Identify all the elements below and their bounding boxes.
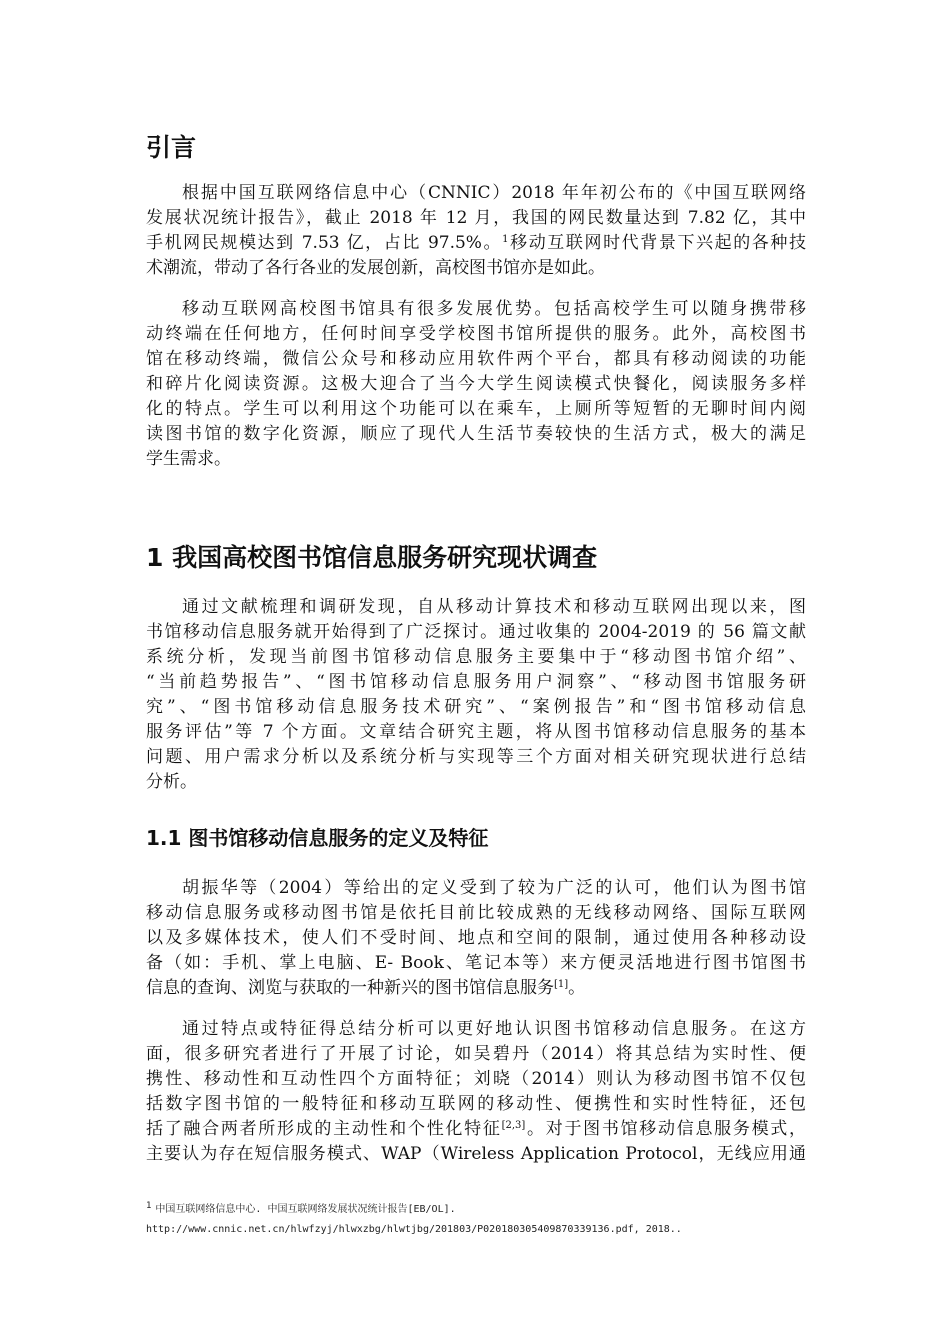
intro-paragraph-2 [146,297,806,472]
text-line: 通过特点或特征得总结分析可以更好地认识图书馆移动信息服务。在这方 [182,1019,806,1039]
text-line: 读图书馆的数字化资源，顺应了现代人生活节奏较快的生活方式，极大的满足 [146,424,806,444]
text-run: 信息的查询、浏览与获取的一种新兴的图书馆信息服务 [146,978,554,998]
text-line: 术潮流，带动了各行各业的发展创新，高校图书馆亦是如此。 [146,258,605,278]
text-line: 书馆移动信息服务就开始得到了广泛探讨。通过收集的 2004-2019 的 56 篇文献 [146,622,806,642]
text-line: 以及多媒体技术，使人们不受时间、地点和空间的限制，通过使用各种移动设 [146,928,806,948]
text-line: 馆在移动终端，微信公众号和移动应用软件两个平台，都具有移动阅读的功能 [146,349,806,369]
text-line: 和碎片化阅读资源。这极大迎合了当今大学生阅读模式快餐化，阅读服务多样 [146,374,806,394]
footnote-mark: 1 [146,1201,152,1211]
text-line: 问题、用户需求分析以及系统分析与实现等三个方面对相关研究现状进行总结 [146,747,806,767]
section-1-paragraph-1 [146,595,806,795]
text-line: 动终端在任何地方，任何时间享受学校图书馆所提供的服务。此外，高校图书 [146,324,806,344]
text-line: 主要认为存在短信服务模式、WAP（Wireless Application Protocol，无线应用通 [146,1144,806,1164]
text-run: 括了融合两者所形成的主动性和个性化特征 [146,1119,502,1139]
footnote-text: 中国互联网络信息中心. 中国互联网络发展状况统计报告[EB/OL]. [155,1204,456,1215]
text-run: 。 [568,978,586,998]
text-line: “当前趋势报告”、“图书馆移动信息服务用户洞察”、“移动图书馆服务研 [146,672,806,692]
text-line: 通过文献梳理和调研发现，自从移动计算技术和移动互联网出现以来，图 [182,597,806,617]
text-line: 移动互联网高校图书馆具有很多发展优势。包括高校学生可以随身携带移 [182,299,806,319]
footnote [146,1196,806,1240]
text-line: 分析。 [146,772,197,792]
text-line: 移动信息服务或移动图书馆是依托目前比较成熟的无线移动网络、国际互联网 [146,903,806,923]
text-line: 究”、“图书馆移动信息服务技术研究”、“案例报告”和“图书馆移动信息 [146,697,806,717]
text-run: 手机网民规模达到 7.53 亿，占比 97.5%。 [146,233,503,253]
text-line: 发展状况统计报告》，截止 2018 年 12 月，我国的网民数量达到 7.82 亿，其中 [146,208,806,228]
text-line: 服务评估”等 7 个方面。文章结合研究主题，将从图书馆移动信息服务的基本 [146,722,806,742]
text-line: 根据中国互联网络信息中心（CNNIC）2018 年年初公布的《中国互联网络 [182,183,806,203]
text-line: 括数字图书馆的一般特征和移动互联网的移动性、便携性和实时性特征，还包 [146,1094,806,1114]
intro-paragraph-1 [146,181,806,281]
section-1-1-paragraph-1 [146,876,806,1001]
text-line: 胡振华等（2004）等给出的定义受到了较为广泛的认可，他们认为图书馆 [182,878,806,898]
text-line: 备（如：手机、掌上电脑、E- Book、笔记本等）来方便灵活地进行图书馆图书 [146,953,806,973]
text-line: 面，很多研究者进行了开展了讨论，如吴碧丹（2014）将其总结为实时性、便 [146,1044,806,1064]
text-line [146,1117,806,1142]
footnote-reference[interactable]: 1 [502,234,509,245]
footnote-url[interactable]: http://www.cnnic.net.cn/hlwfzyj/hlwxzbg/hlwtjbg/201803/P020180305409870339136.pdf, 2018.. [146,1224,682,1235]
text-line [146,231,806,256]
citation-reference[interactable]: [2,3] [501,1120,526,1131]
text-run: 移动互联网时代背景下兴起的各种技 [508,233,806,253]
text-line: 化的特点。学生可以利用这个功能可以在乘车，上厕所等短暂的无聊时间内阅 [146,399,806,419]
section-1-heading: 1 我国高校图书馆信息服务研究现状调查 [146,543,598,572]
text-line [146,976,806,1001]
text-line: 携性、移动性和互动性四个方面特征；刘晓（2014）则认为移动图书馆不仅包 [146,1069,806,1089]
text-run: 。对于图书馆移动信息服务模式， [525,1119,807,1139]
citation-reference[interactable]: [1] [554,979,569,990]
section-1-1-heading: 1.1 图书馆移动信息服务的定义及特征 [146,826,489,850]
text-line: 学生需求。 [146,449,231,469]
text-line: 系统分析，发现当前图书馆移动信息服务主要集中于“移动图书馆介绍”、 [146,647,806,667]
footnote-line [146,1196,806,1220]
section-1-1-paragraph-2 [146,1017,806,1167]
intro-heading: 引言 [146,133,197,162]
